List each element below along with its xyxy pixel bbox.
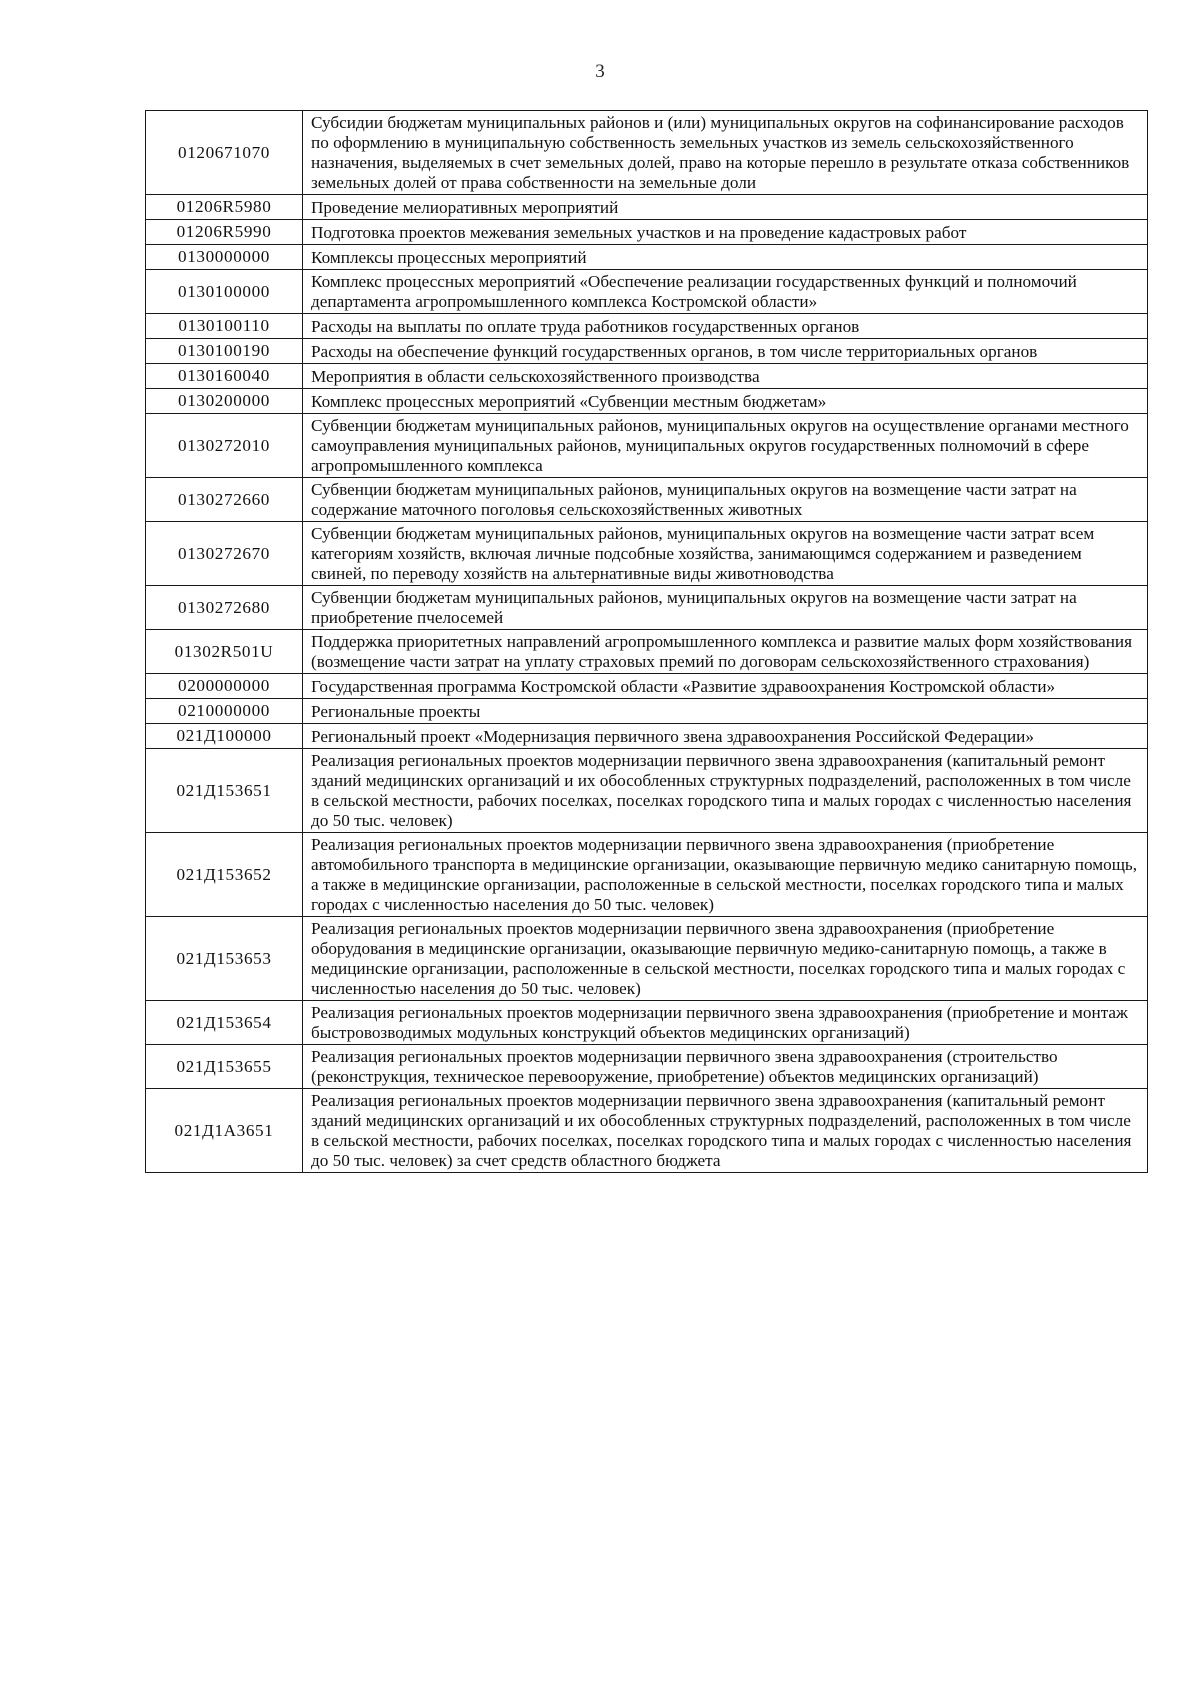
row-code: 0130100190 — [146, 339, 303, 364]
row-description: Комплекс процессных мероприятий «Субвенции местным бюджетам» — [303, 389, 1148, 414]
row-code: 0120671070 — [146, 111, 303, 195]
row-description: Субвенции бюджетам муниципальных районов, муниципальных округов на возмещение части затрат на приобретение пчелосемей — [303, 586, 1148, 630]
table-row — [146, 724, 1148, 749]
table-row — [146, 749, 1148, 833]
row-code: 021Д153651 — [146, 749, 303, 833]
row-description: Мероприятия в области сельскохозяйственного производства — [303, 364, 1148, 389]
row-description: Субсидии бюджетам муниципальных районов и (или) муниципальных округов на софинансирование расходов по оформлению в муниципальную собственность земельных участков из земель сельскохозяйственного назначения, выделяемых в счет земельных долей, право на которые перешло в результате отказа собственников земельных долей от права собственности на земельные доли — [303, 111, 1148, 195]
row-code: 021Д153654 — [146, 1001, 303, 1045]
row-code: 021Д153655 — [146, 1045, 303, 1089]
table-row — [146, 478, 1148, 522]
row-code: 0200000000 — [146, 674, 303, 699]
table-row — [146, 586, 1148, 630]
row-description: Субвенции бюджетам муниципальных районов, муниципальных округов на возмещение части затрат всем категориям хозяйств, включая личные подсобные хозяйства, занимающимся содержанием и разведением свиней, по переводу хозяйств на альтернативные виды животноводства — [303, 522, 1148, 586]
table-row — [146, 674, 1148, 699]
table-row — [146, 270, 1148, 314]
row-code: 021Д153652 — [146, 833, 303, 917]
row-description: Субвенции бюджетам муниципальных районов, муниципальных округов на осуществление органами местного самоуправления муниципальных районов, муниципальных округов государственных полномочий в сфере агропромышленного комплекса — [303, 414, 1148, 478]
row-code: 0130200000 — [146, 389, 303, 414]
row-code: 021Д153653 — [146, 917, 303, 1001]
row-description: Реализация региональных проектов модернизации первичного звена здравоохранения (капитальный ремонт зданий медицинских организаций и их обособленных структурных подразделений, расположенных в том числе в сельской местности, рабочих поселках, поселках городского типа и малых городах с численностью населения до 50 тыс. человек) — [303, 749, 1148, 833]
budget-classification-table — [145, 110, 1148, 1173]
row-description: Государственная программа Костромской области «Развитие здравоохранения Костромской области» — [303, 674, 1148, 699]
table-row — [146, 630, 1148, 674]
row-code: 01206R5990 — [146, 220, 303, 245]
row-code: 0210000000 — [146, 699, 303, 724]
row-description: Реализация региональных проектов модернизации первичного звена здравоохранения (приобретение автомобильного транспорта в медицинские организации, оказывающие первичную медико санитарную помощь, а также в медицинские организации, расположенные в сельской местности, поселках городского типа и малых городах с численностью населения до 50 тыс. человек) — [303, 833, 1148, 917]
table-row — [146, 833, 1148, 917]
row-description: Региональные проекты — [303, 699, 1148, 724]
row-description: Комплексы процессных мероприятий — [303, 245, 1148, 270]
row-description: Реализация региональных проектов модернизации первичного звена здравоохранения (капитальный ремонт зданий медицинских организаций и их обособленных структурных подразделений, расположенных в том числе в сельской местности, рабочих поселках, поселках городского типа и малых городах с численностью населения до 50 тыс. человек) за счет средств областного бюджета — [303, 1089, 1148, 1173]
table-row — [146, 364, 1148, 389]
table-row — [146, 1001, 1148, 1045]
row-description: Реализация региональных проектов модернизации первичного звена здравоохранения (приобретение оборудования в медицинские организации, оказывающие первичную медико-санитарную помощь, а также в медицинские организации, расположенные в сельской местности, поселках городского типа и малых городах с численностью населения до 50 тыс. человек) — [303, 917, 1148, 1001]
row-code: 021Д100000 — [146, 724, 303, 749]
row-description: Проведение мелиоративных мероприятий — [303, 195, 1148, 220]
row-code: 01302R501U — [146, 630, 303, 674]
row-code: 0130160040 — [146, 364, 303, 389]
row-code: 0130100000 — [146, 270, 303, 314]
table-row — [146, 245, 1148, 270]
row-code: 0130272660 — [146, 478, 303, 522]
row-description: Расходы на обеспечение функций государственных органов, в том числе территориальных органов — [303, 339, 1148, 364]
table-row — [146, 1045, 1148, 1089]
row-code: 01206R5980 — [146, 195, 303, 220]
row-code: 0130272010 — [146, 414, 303, 478]
page-number: 3 — [595, 61, 605, 82]
table-row — [146, 314, 1148, 339]
row-description: Реализация региональных проектов модернизации первичного звена здравоохранения (строительство (реконструкция, техническое перевооружение, приобретение) объектов медицинских организаций) — [303, 1045, 1148, 1089]
table-row — [146, 917, 1148, 1001]
table-row — [146, 195, 1148, 220]
row-code: 021Д1А3651 — [146, 1089, 303, 1173]
table-row — [146, 1089, 1148, 1173]
row-code: 0130000000 — [146, 245, 303, 270]
table-row — [146, 414, 1148, 478]
row-code: 0130272670 — [146, 522, 303, 586]
row-description: Расходы на выплаты по оплате труда работников государственных органов — [303, 314, 1148, 339]
row-description: Подготовка проектов межевания земельных участков и на проведение кадастровых работ — [303, 220, 1148, 245]
table-row — [146, 699, 1148, 724]
row-description: Комплекс процессных мероприятий «Обеспечение реализации государственных функций и полномочий департамента агропромышленного комплекса Костромской области» — [303, 270, 1148, 314]
row-description: Реализация региональных проектов модернизации первичного звена здравоохранения (приобретение и монтаж быстровозводимых модульных конструкций объектов медицинских организаций) — [303, 1001, 1148, 1045]
table-row — [146, 339, 1148, 364]
row-description: Поддержка приоритетных направлений агропромышленного комплекса и развитие малых форм хозяйствования (возмещение части затрат на уплату страховых премий по договорам сельскохозяйственного страхования) — [303, 630, 1148, 674]
table-row — [146, 111, 1148, 195]
row-description: Субвенции бюджетам муниципальных районов, муниципальных округов на возмещение части затрат на содержание маточного поголовья сельскохозяйственных животных — [303, 478, 1148, 522]
table-row — [146, 220, 1148, 245]
row-code: 0130100110 — [146, 314, 303, 339]
row-code: 0130272680 — [146, 586, 303, 630]
table-row — [146, 389, 1148, 414]
table-row — [146, 522, 1148, 586]
row-description: Региональный проект «Модернизация первичного звена здравоохранения Российской Федерации» — [303, 724, 1148, 749]
